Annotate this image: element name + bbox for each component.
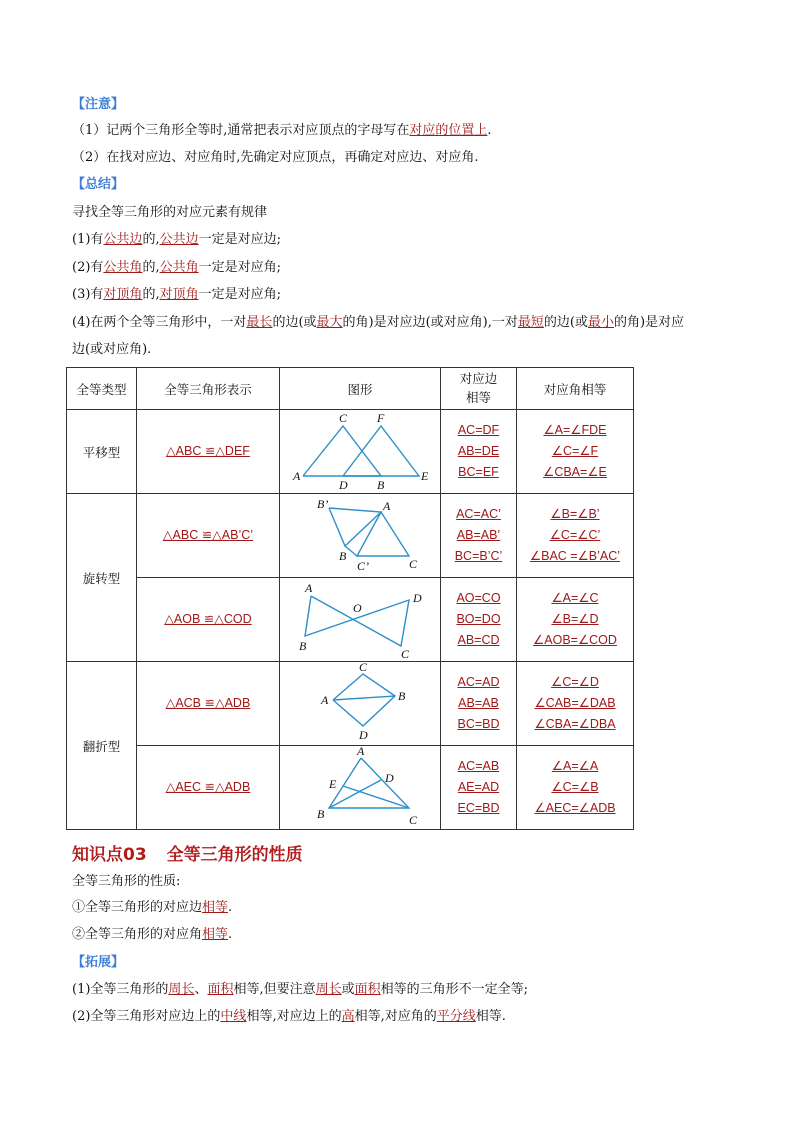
header-figure: 图形: [280, 368, 441, 410]
props-intro: 全等三角形的性质:: [72, 874, 181, 889]
header-sides: 对应边 相等: [441, 368, 517, 410]
summary-intro: 寻找全等三角形的对应元素有规律: [72, 205, 268, 220]
header-repr: 全等三角形表示: [137, 368, 280, 410]
svg-text:A: A: [357, 746, 365, 758]
summary-label: 【总结】: [72, 177, 125, 192]
angles-cell: ∠A=∠FDE ∠C=∠F ∠CBA=∠E: [517, 410, 634, 494]
angles-cell: ∠C=∠D ∠CAB=∠DAB ∠CBA=∠DBA: [517, 662, 634, 746]
figure-fold-1: [280, 662, 441, 746]
table-row: [67, 662, 634, 746]
svg-text:A: A: [321, 693, 329, 707]
table-row: [67, 494, 634, 578]
note-line-2: （2）在找对应边、对应角时,先确定对应顶点，再确定对应边、对应角.: [72, 150, 479, 165]
svg-text:B’: B’: [317, 497, 329, 511]
summary-rule-1: (1)有公共边的,公共边一定是对应边;: [72, 232, 281, 247]
svg-text:A: A: [293, 469, 301, 483]
repr-cell: △AEC ≌△ADB: [137, 746, 280, 830]
table-header-row: [67, 368, 634, 410]
svg-text:C: C: [409, 813, 418, 826]
svg-text:D: D: [339, 478, 348, 490]
header-angles: 对应角相等: [517, 368, 634, 410]
type-fold: 翻折型: [67, 662, 137, 830]
fold-figure-1: [285, 662, 435, 742]
summary-rule-2: (2)有公共角的,公共角一定是对应角;: [72, 260, 281, 275]
figure-rotation-1: [280, 494, 441, 578]
svg-text:E: E: [421, 469, 429, 483]
svg-text:B: B: [299, 639, 307, 653]
note-line-1: （1）记两个三角形全等时,通常把表示对应顶点的字母写在对应的位置上.: [72, 123, 492, 138]
angles-cell: ∠A=∠C ∠B=∠D ∠AOB=∠COD: [517, 578, 634, 662]
sides-cell: AO=CO BO=DO AB=CD: [441, 578, 517, 662]
translation-figure: [285, 410, 435, 490]
svg-text:C: C: [401, 647, 410, 658]
angles-cell: ∠B=∠B’ ∠C=∠C’ ∠BAC =∠B’AC’: [517, 494, 634, 578]
header-type: 全等类型: [67, 368, 137, 410]
sides-cell: AC=AC’ AB=AB’ BC=B’C’: [441, 494, 517, 578]
svg-text:C: C: [359, 662, 368, 674]
figure-rotation-2: [280, 578, 441, 662]
svg-text:B: B: [339, 549, 347, 563]
svg-text:B: B: [377, 478, 385, 490]
fold-figure-2: [285, 746, 435, 826]
svg-text:O: O: [353, 601, 362, 615]
sides-cell: AC=AB AE=AD EC=BD: [441, 746, 517, 830]
svg-text:F: F: [377, 411, 385, 425]
summary-rule-3: (3)有对顶角的,对顶角一定是对应角;: [72, 287, 281, 302]
svg-text:D: D: [385, 771, 394, 785]
extend-1: (1)全等三角形的周长、面积相等,但要注意周长或面积相等的三角形不一定全等;: [72, 982, 529, 997]
repr-cell: △ACB ≌△ADB: [137, 662, 280, 746]
prop-1: ①全等三角形的对应边相等.: [72, 900, 233, 915]
figure-translation: [280, 410, 441, 494]
extend-2: (2)全等三角形对应边上的中线相等,对应边上的高相等,对应角的平分线相等.: [72, 1009, 506, 1024]
type-translation: 平移型: [67, 410, 137, 494]
table-row: [67, 578, 634, 662]
svg-text:C: C: [409, 557, 418, 571]
note-label: 【注意】: [72, 97, 125, 112]
svg-text:C: C: [339, 411, 348, 425]
svg-text:B: B: [398, 689, 406, 703]
svg-text:E: E: [329, 777, 337, 791]
svg-text:A: A: [383, 499, 391, 513]
table-row: [67, 746, 634, 830]
svg-text:C’: C’: [357, 559, 369, 573]
sides-cell: AC=AD AB=AB BC=BD: [441, 662, 517, 746]
angles-cell: ∠A=∠A ∠C=∠B ∠AEC=∠ADB: [517, 746, 634, 830]
rotation-figure-1: [285, 494, 435, 574]
congruence-table: [66, 367, 634, 830]
svg-text:D: D: [359, 728, 368, 742]
type-rotation: 旋转型: [67, 494, 137, 662]
table-row: [67, 410, 634, 494]
summary-rule-4: (4)在两个全等三角形中，一对最长的边(或最大的角)是对应边(或对应角),一对最短的边(或最小的角)是对应: [72, 315, 685, 330]
sides-cell: AC=DF AB=DE BC=EF: [441, 410, 517, 494]
section-heading: 知识点03 全等三角形的性质: [72, 845, 303, 865]
svg-text:B: B: [317, 807, 325, 821]
repr-cell: △ABC ≌△AB’C’: [137, 494, 280, 578]
prop-2: ②全等三角形的对应角相等.: [72, 927, 233, 942]
rotation-figure-2: [285, 578, 435, 658]
summary-rule-4-cont: 边(或对应角).: [72, 342, 152, 357]
svg-text:A: A: [305, 581, 313, 595]
svg-text:D: D: [413, 591, 422, 605]
repr-cell: △ABC ≌△DEF: [137, 410, 280, 494]
figure-fold-2: [280, 746, 441, 830]
repr-cell: △AOB ≌△COD: [137, 578, 280, 662]
extend-label: 【拓展】: [72, 955, 125, 970]
